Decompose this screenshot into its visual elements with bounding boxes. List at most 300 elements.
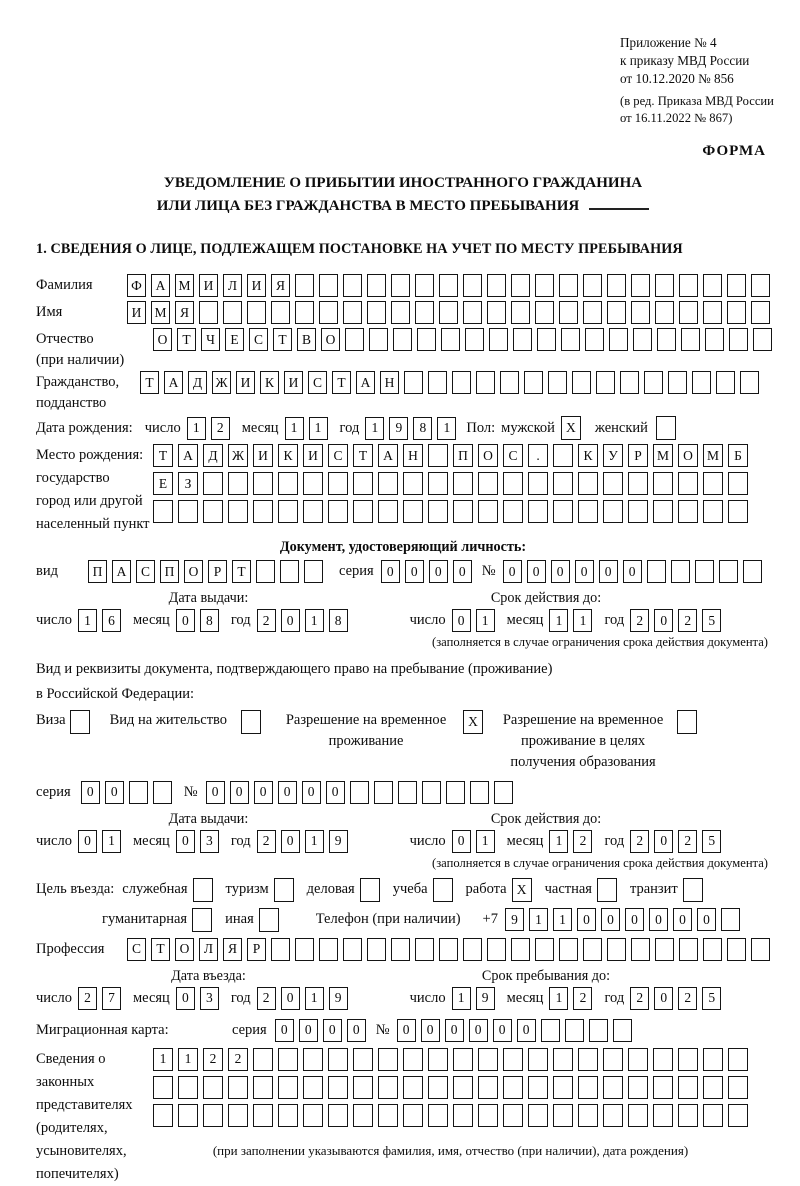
form-cell[interactable] xyxy=(415,938,434,961)
form-cell[interactable] xyxy=(655,938,674,961)
form-cell[interactable] xyxy=(393,328,412,351)
form-cell[interactable] xyxy=(609,328,628,351)
form-cell[interactable]: 0 xyxy=(625,908,644,931)
form-cell[interactable] xyxy=(415,301,434,324)
form-cell[interactable] xyxy=(653,1104,673,1127)
form-cell[interactable] xyxy=(415,274,434,297)
form-cell[interactable]: Д xyxy=(188,371,207,394)
form-cell[interactable] xyxy=(528,500,548,523)
form-cell[interactable] xyxy=(253,500,273,523)
form-cell[interactable] xyxy=(728,1048,748,1071)
form-cell[interactable]: 0 xyxy=(176,987,195,1010)
form-cell[interactable] xyxy=(452,371,471,394)
form-cell[interactable] xyxy=(404,371,423,394)
form-cell[interactable] xyxy=(528,1104,548,1127)
form-cell[interactable] xyxy=(631,938,650,961)
form-cell[interactable]: 0 xyxy=(230,781,249,804)
form-cell[interactable]: 0 xyxy=(452,830,471,853)
form-cell[interactable]: 5 xyxy=(702,987,721,1010)
form-cell[interactable] xyxy=(535,301,554,324)
form-cell[interactable] xyxy=(703,301,722,324)
form-cell[interactable]: И xyxy=(303,444,323,467)
form-cell[interactable]: Т xyxy=(232,560,251,583)
form-cell[interactable] xyxy=(439,301,458,324)
form-cell[interactable] xyxy=(705,328,724,351)
form-cell[interactable] xyxy=(511,274,530,297)
form-cell[interactable]: 0 xyxy=(254,781,273,804)
form-cell[interactable] xyxy=(585,328,604,351)
form-cell[interactable] xyxy=(199,301,218,324)
form-cell[interactable] xyxy=(628,1104,648,1127)
form-cell[interactable] xyxy=(422,781,441,804)
form-cell[interactable]: 1 xyxy=(178,1048,198,1071)
form-cell[interactable]: 0 xyxy=(517,1019,536,1042)
form-cell[interactable]: М xyxy=(653,444,673,467)
form-cell[interactable] xyxy=(295,301,314,324)
form-cell[interactable]: 0 xyxy=(421,1019,440,1042)
form-cell[interactable] xyxy=(524,371,543,394)
form-cell[interactable]: К xyxy=(578,444,598,467)
form-cell[interactable] xyxy=(465,328,484,351)
form-cell[interactable] xyxy=(561,328,580,351)
form-cell[interactable]: 9 xyxy=(476,987,495,1010)
form-cell[interactable] xyxy=(644,371,663,394)
form-cell[interactable] xyxy=(353,472,373,495)
form-cell[interactable] xyxy=(703,938,722,961)
form-cell[interactable] xyxy=(391,301,410,324)
form-cell[interactable] xyxy=(578,1048,598,1071)
form-cell[interactable]: У xyxy=(603,444,623,467)
form-cell[interactable] xyxy=(271,301,290,324)
form-cell[interactable]: 0 xyxy=(176,830,195,853)
form-cell[interactable]: С xyxy=(328,444,348,467)
form-cell[interactable]: 1 xyxy=(305,987,324,1010)
form-cell[interactable] xyxy=(253,1076,273,1099)
form-cell[interactable]: 0 xyxy=(326,781,345,804)
form-cell[interactable] xyxy=(716,371,735,394)
form-cell[interactable] xyxy=(653,1048,673,1071)
form-cell[interactable]: 0 xyxy=(551,560,570,583)
form-cell[interactable] xyxy=(703,1104,723,1127)
form-cell[interactable] xyxy=(728,472,748,495)
form-cell[interactable] xyxy=(303,1048,323,1071)
form-cell[interactable] xyxy=(439,274,458,297)
form-cell[interactable] xyxy=(633,328,652,351)
form-cell[interactable]: 2 xyxy=(573,987,592,1010)
form-cell[interactable] xyxy=(403,472,423,495)
form-cell[interactable] xyxy=(695,560,714,583)
form-cell[interactable] xyxy=(478,1104,498,1127)
form-cell[interactable]: 0 xyxy=(601,908,620,931)
form-cell[interactable]: С xyxy=(308,371,327,394)
form-cell[interactable]: М xyxy=(151,301,170,324)
form-cell[interactable]: 2 xyxy=(211,417,230,440)
form-cell[interactable] xyxy=(603,472,623,495)
form-cell[interactable] xyxy=(671,560,690,583)
form-cell[interactable]: С xyxy=(127,938,146,961)
form-cell[interactable]: П xyxy=(453,444,473,467)
form-cell[interactable] xyxy=(553,1076,573,1099)
form-cell[interactable] xyxy=(178,1104,198,1127)
form-cell[interactable] xyxy=(489,328,508,351)
form-cell[interactable] xyxy=(678,500,698,523)
sex-male-checkbox[interactable]: X xyxy=(561,416,581,440)
form-cell[interactable] xyxy=(391,938,410,961)
form-cell[interactable] xyxy=(453,472,473,495)
form-cell[interactable]: Я xyxy=(223,938,242,961)
form-cell[interactable]: 0 xyxy=(323,1019,342,1042)
form-cell[interactable] xyxy=(548,371,567,394)
form-cell[interactable]: 1 xyxy=(549,609,568,632)
form-cell[interactable] xyxy=(478,472,498,495)
form-cell[interactable] xyxy=(278,1048,298,1071)
form-cell[interactable] xyxy=(743,560,762,583)
form-cell[interactable] xyxy=(487,274,506,297)
form-cell[interactable] xyxy=(378,1048,398,1071)
form-cell[interactable]: Б xyxy=(728,444,748,467)
option-checkbox[interactable] xyxy=(597,878,617,902)
form-cell[interactable] xyxy=(319,274,338,297)
form-cell[interactable]: 0 xyxy=(176,609,195,632)
form-cell[interactable] xyxy=(751,938,770,961)
form-cell[interactable]: 2 xyxy=(78,987,97,1010)
form-cell[interactable] xyxy=(653,1076,673,1099)
form-cell[interactable] xyxy=(428,1076,448,1099)
form-cell[interactable] xyxy=(256,560,275,583)
form-cell[interactable] xyxy=(328,1104,348,1127)
option-checkbox[interactable] xyxy=(433,878,453,902)
form-cell[interactable] xyxy=(613,1019,632,1042)
form-cell[interactable] xyxy=(727,274,746,297)
form-cell[interactable] xyxy=(703,1048,723,1071)
form-cell[interactable] xyxy=(345,328,364,351)
form-cell[interactable] xyxy=(679,938,698,961)
form-cell[interactable]: 1 xyxy=(573,609,592,632)
form-cell[interactable]: 0 xyxy=(299,1019,318,1042)
form-cell[interactable]: 0 xyxy=(673,908,692,931)
form-cell[interactable] xyxy=(589,1019,608,1042)
form-cell[interactable] xyxy=(703,472,723,495)
form-cell[interactable]: 0 xyxy=(452,609,471,632)
option-checkbox[interactable] xyxy=(360,878,380,902)
form-cell[interactable]: О xyxy=(321,328,340,351)
form-cell[interactable]: 0 xyxy=(654,609,673,632)
form-cell[interactable] xyxy=(278,472,298,495)
form-cell[interactable] xyxy=(153,500,173,523)
form-cell[interactable] xyxy=(681,328,700,351)
form-cell[interactable]: Л xyxy=(223,274,242,297)
form-cell[interactable] xyxy=(453,1048,473,1071)
form-cell[interactable] xyxy=(628,1076,648,1099)
form-cell[interactable] xyxy=(439,938,458,961)
form-cell[interactable] xyxy=(253,1104,273,1127)
form-cell[interactable]: 9 xyxy=(389,417,408,440)
form-cell[interactable]: Т xyxy=(153,444,173,467)
form-cell[interactable]: 0 xyxy=(347,1019,366,1042)
form-cell[interactable] xyxy=(603,500,623,523)
form-cell[interactable] xyxy=(367,938,386,961)
form-cell[interactable] xyxy=(535,938,554,961)
form-cell[interactable] xyxy=(494,781,513,804)
form-cell[interactable] xyxy=(353,1076,373,1099)
form-cell[interactable] xyxy=(553,472,573,495)
form-cell[interactable] xyxy=(129,781,148,804)
form-cell[interactable]: Е xyxy=(225,328,244,351)
form-cell[interactable] xyxy=(728,500,748,523)
form-cell[interactable] xyxy=(478,500,498,523)
form-cell[interactable]: 0 xyxy=(81,781,100,804)
form-cell[interactable] xyxy=(295,274,314,297)
form-cell[interactable]: 0 xyxy=(575,560,594,583)
form-cell[interactable] xyxy=(653,472,673,495)
form-cell[interactable]: 0 xyxy=(397,1019,416,1042)
form-cell[interactable]: Я xyxy=(175,301,194,324)
form-cell[interactable]: В xyxy=(297,328,316,351)
form-cell[interactable] xyxy=(463,274,482,297)
form-cell[interactable]: 0 xyxy=(278,781,297,804)
form-cell[interactable] xyxy=(328,500,348,523)
form-cell[interactable] xyxy=(503,1076,523,1099)
temporary-residence-checkbox[interactable]: X xyxy=(463,710,483,734)
form-cell[interactable] xyxy=(278,1104,298,1127)
form-cell[interactable] xyxy=(378,1104,398,1127)
form-cell[interactable] xyxy=(583,301,602,324)
form-cell[interactable] xyxy=(319,301,338,324)
form-cell[interactable] xyxy=(374,781,393,804)
form-cell[interactable]: Ж xyxy=(228,444,248,467)
form-cell[interactable]: 1 xyxy=(309,417,328,440)
form-cell[interactable] xyxy=(463,938,482,961)
form-cell[interactable]: М xyxy=(175,274,194,297)
form-cell[interactable]: С xyxy=(136,560,155,583)
form-cell[interactable]: 2 xyxy=(203,1048,223,1071)
form-cell[interactable]: О xyxy=(153,328,172,351)
form-cell[interactable] xyxy=(378,472,398,495)
form-cell[interactable]: 2 xyxy=(678,609,697,632)
form-cell[interactable]: 1 xyxy=(476,830,495,853)
form-cell[interactable] xyxy=(603,1048,623,1071)
form-cell[interactable]: 6 xyxy=(102,609,121,632)
form-cell[interactable] xyxy=(153,781,172,804)
form-cell[interactable] xyxy=(678,1104,698,1127)
form-cell[interactable]: 2 xyxy=(573,830,592,853)
form-cell[interactable] xyxy=(503,1104,523,1127)
form-cell[interactable]: . xyxy=(528,444,548,467)
form-cell[interactable]: 8 xyxy=(413,417,432,440)
form-cell[interactable] xyxy=(728,1076,748,1099)
form-cell[interactable] xyxy=(280,560,299,583)
form-cell[interactable] xyxy=(753,328,772,351)
form-cell[interactable] xyxy=(578,1104,598,1127)
form-cell[interactable] xyxy=(603,1104,623,1127)
form-cell[interactable] xyxy=(304,560,323,583)
form-cell[interactable] xyxy=(740,371,759,394)
form-cell[interactable] xyxy=(453,1104,473,1127)
form-cell[interactable] xyxy=(572,371,591,394)
form-cell[interactable]: 7 xyxy=(102,987,121,1010)
option-checkbox[interactable] xyxy=(192,908,212,932)
form-cell[interactable] xyxy=(278,500,298,523)
form-cell[interactable] xyxy=(403,1076,423,1099)
form-cell[interactable]: Ф xyxy=(127,274,146,297)
form-cell[interactable]: 0 xyxy=(281,609,300,632)
form-cell[interactable] xyxy=(565,1019,584,1042)
form-cell[interactable] xyxy=(553,444,573,467)
form-cell[interactable]: Т xyxy=(332,371,351,394)
form-cell[interactable]: 0 xyxy=(469,1019,488,1042)
form-cell[interactable]: 0 xyxy=(206,781,225,804)
form-cell[interactable] xyxy=(353,1048,373,1071)
form-cell[interactable]: 5 xyxy=(702,609,721,632)
form-cell[interactable] xyxy=(453,1076,473,1099)
form-cell[interactable] xyxy=(391,274,410,297)
form-cell[interactable] xyxy=(228,1104,248,1127)
form-cell[interactable] xyxy=(353,1104,373,1127)
form-cell[interactable] xyxy=(428,444,448,467)
form-cell[interactable] xyxy=(295,938,314,961)
form-cell[interactable] xyxy=(350,781,369,804)
form-cell[interactable] xyxy=(655,274,674,297)
form-cell[interactable]: 1 xyxy=(187,417,206,440)
form-cell[interactable]: 1 xyxy=(549,830,568,853)
form-cell[interactable]: 2 xyxy=(630,830,649,853)
form-cell[interactable] xyxy=(203,500,223,523)
option-checkbox[interactable] xyxy=(683,878,703,902)
form-cell[interactable]: 3 xyxy=(200,987,219,1010)
form-cell[interactable] xyxy=(727,938,746,961)
form-cell[interactable]: 5 xyxy=(702,830,721,853)
option-checkbox[interactable] xyxy=(274,878,294,902)
form-cell[interactable] xyxy=(528,1076,548,1099)
form-cell[interactable]: О xyxy=(175,938,194,961)
form-cell[interactable]: 0 xyxy=(654,830,673,853)
form-cell[interactable]: М xyxy=(703,444,723,467)
form-cell[interactable] xyxy=(631,274,650,297)
form-cell[interactable] xyxy=(428,472,448,495)
form-cell[interactable] xyxy=(328,472,348,495)
form-cell[interactable] xyxy=(278,1076,298,1099)
form-cell[interactable]: 1 xyxy=(437,417,456,440)
form-cell[interactable]: К xyxy=(260,371,279,394)
form-cell[interactable] xyxy=(403,1048,423,1071)
form-cell[interactable]: 0 xyxy=(105,781,124,804)
form-cell[interactable] xyxy=(653,500,673,523)
form-cell[interactable]: Я xyxy=(271,274,290,297)
form-cell[interactable] xyxy=(378,1076,398,1099)
form-cell[interactable]: А xyxy=(378,444,398,467)
form-cell[interactable]: 2 xyxy=(630,609,649,632)
form-cell[interactable]: 0 xyxy=(445,1019,464,1042)
form-cell[interactable] xyxy=(328,1048,348,1071)
form-cell[interactable] xyxy=(367,301,386,324)
form-cell[interactable]: 0 xyxy=(654,987,673,1010)
form-cell[interactable] xyxy=(328,1076,348,1099)
sex-female-checkbox[interactable] xyxy=(656,416,676,440)
form-cell[interactable] xyxy=(503,500,523,523)
form-cell[interactable]: Е xyxy=(153,472,173,495)
form-cell[interactable]: 0 xyxy=(78,830,97,853)
form-cell[interactable]: 2 xyxy=(228,1048,248,1071)
form-cell[interactable]: 2 xyxy=(630,987,649,1010)
form-cell[interactable] xyxy=(367,274,386,297)
form-cell[interactable] xyxy=(657,328,676,351)
form-cell[interactable] xyxy=(398,781,417,804)
form-cell[interactable] xyxy=(428,371,447,394)
form-cell[interactable]: 9 xyxy=(329,830,348,853)
form-cell[interactable]: Н xyxy=(403,444,423,467)
form-cell[interactable]: 0 xyxy=(503,560,522,583)
form-cell[interactable]: 2 xyxy=(678,830,697,853)
form-cell[interactable] xyxy=(353,500,373,523)
form-cell[interactable]: Л xyxy=(199,938,218,961)
form-cell[interactable] xyxy=(628,1048,648,1071)
form-cell[interactable] xyxy=(647,560,666,583)
form-cell[interactable] xyxy=(513,328,532,351)
form-cell[interactable] xyxy=(607,301,626,324)
form-cell[interactable]: А xyxy=(164,371,183,394)
form-cell[interactable] xyxy=(153,1076,173,1099)
form-cell[interactable]: 1 xyxy=(476,609,495,632)
form-cell[interactable] xyxy=(628,500,648,523)
form-cell[interactable] xyxy=(203,1104,223,1127)
form-cell[interactable]: 9 xyxy=(505,908,524,931)
form-cell[interactable] xyxy=(655,301,674,324)
form-cell[interactable]: 0 xyxy=(697,908,716,931)
form-cell[interactable]: И xyxy=(236,371,255,394)
form-cell[interactable]: 1 xyxy=(305,609,324,632)
form-cell[interactable] xyxy=(271,938,290,961)
form-cell[interactable] xyxy=(678,1048,698,1071)
form-cell[interactable]: О xyxy=(478,444,498,467)
form-cell[interactable] xyxy=(303,500,323,523)
form-cell[interactable]: 0 xyxy=(649,908,668,931)
form-cell[interactable] xyxy=(703,1076,723,1099)
form-cell[interactable]: С xyxy=(249,328,268,351)
form-cell[interactable] xyxy=(528,472,548,495)
form-cell[interactable]: И xyxy=(199,274,218,297)
form-cell[interactable] xyxy=(503,472,523,495)
form-cell[interactable] xyxy=(369,328,388,351)
form-cell[interactable]: О xyxy=(184,560,203,583)
form-cell[interactable] xyxy=(537,328,556,351)
form-cell[interactable]: П xyxy=(160,560,179,583)
form-cell[interactable]: 3 xyxy=(200,830,219,853)
form-cell[interactable] xyxy=(453,500,473,523)
form-cell[interactable]: Ж xyxy=(212,371,231,394)
form-cell[interactable]: 0 xyxy=(453,560,472,583)
form-cell[interactable]: 1 xyxy=(549,987,568,1010)
form-cell[interactable] xyxy=(178,1076,198,1099)
form-cell[interactable]: Т xyxy=(273,328,292,351)
visa-checkbox[interactable] xyxy=(70,710,90,734)
form-cell[interactable] xyxy=(319,938,338,961)
form-cell[interactable]: Н xyxy=(380,371,399,394)
form-cell[interactable]: 9 xyxy=(329,987,348,1010)
form-cell[interactable] xyxy=(503,1048,523,1071)
form-cell[interactable]: А xyxy=(356,371,375,394)
form-cell[interactable] xyxy=(303,472,323,495)
form-cell[interactable] xyxy=(511,938,530,961)
form-cell[interactable] xyxy=(603,1076,623,1099)
form-cell[interactable]: Р xyxy=(208,560,227,583)
form-cell[interactable] xyxy=(578,472,598,495)
form-cell[interactable]: Т xyxy=(353,444,373,467)
form-cell[interactable]: 1 xyxy=(529,908,548,931)
form-cell[interactable]: 2 xyxy=(678,987,697,1010)
form-cell[interactable] xyxy=(678,1076,698,1099)
form-cell[interactable] xyxy=(403,1104,423,1127)
form-cell[interactable]: 1 xyxy=(365,417,384,440)
